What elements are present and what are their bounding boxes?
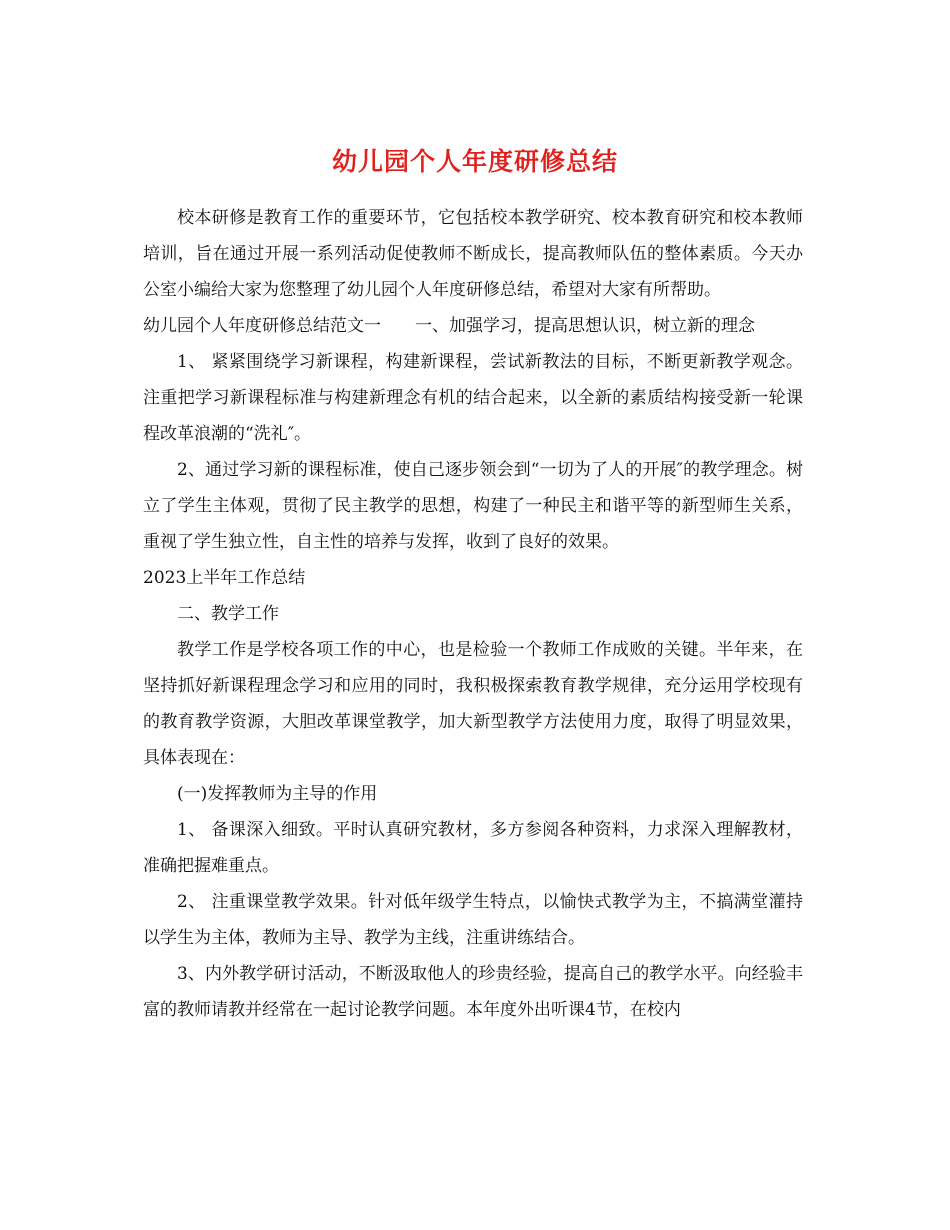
paragraph-teaching-overview: 教学工作是学校各项工作的中心，也是检验一个教师工作成败的关键。半年来，在坚持抓好新课程理念学习和应用的同时，我积极探索教育教学规律，充分运用学校现有的教育教学资源，大胆改革课堂教学，加大新型教学方法使用力度，取得了明显效果，具体表现在： <box>143 640 803 768</box>
paragraph-section-heading: 幼儿园个人年度研修总结范文一 一、加强学习，提高思想认识，树立新的理念 <box>143 316 755 336</box>
paragraph-link-line: 2023上半年工作总结 <box>143 568 306 588</box>
paragraph-item-2: 2、通过学习新的课程标准，使自己逐步领会到“一切为了人的开展″的教学理念。树立了学生主体观，贯彻了民主教学的思想，构建了一种民主和谐平等的新型师生关系，重视了学生独立性，自主性的培养与发挥，收到了良好的效果。 <box>143 460 803 552</box>
paragraph-item-1: 1、 紧紧围绕学习新课程，构建新课程，尝试新教法的目标，不断更新教学观念。注重把学习新课程标准与构建新理念有机的结合起来，以全新的素质结构接受新一轮课程改革浪潮的“洗礼″。 <box>143 352 803 444</box>
paragraph-heading-teaching: 二、教学工作 <box>177 604 279 624</box>
paragraph-intro: 校本研修是教育工作的重要环节，它包括校本教学研究、校本教育研究和校本教师培训，旨在通过开展一系列活动促使教师不断成长，提高教师队伍的整体素质。今天办公室小编给大家为您整理了幼儿园个人年度研修总结，希望对大家有所帮助。 <box>143 208 803 300</box>
paragraph-prep: 1、 备课深入细致。平时认真研究教材，多方参阅各种资料，力求深入理解教材，准确把握难重点。 <box>143 820 803 876</box>
paragraph-classroom: 2、 注重课堂教学效果。针对低年级学生特点，以愉快式教学为主，不搞满堂灌持以学生为主体，教师为主导、教学为主线，注重讲练结合。 <box>143 892 803 948</box>
document-title: 幼儿园个人年度研修总结 <box>331 146 618 176</box>
paragraph-research: 3、内外教学研讨活动，不断汲取他人的珍贵经验，提高自己的教学水平。向经验丰富的教师请教并经常在一起讨论教学问题。本年度外出听课4节，在校内 <box>143 964 803 1020</box>
document-body <box>143 200 803 1028</box>
paragraph-subheading-role: (一)发挥教师为主导的作用 <box>177 784 378 804</box>
